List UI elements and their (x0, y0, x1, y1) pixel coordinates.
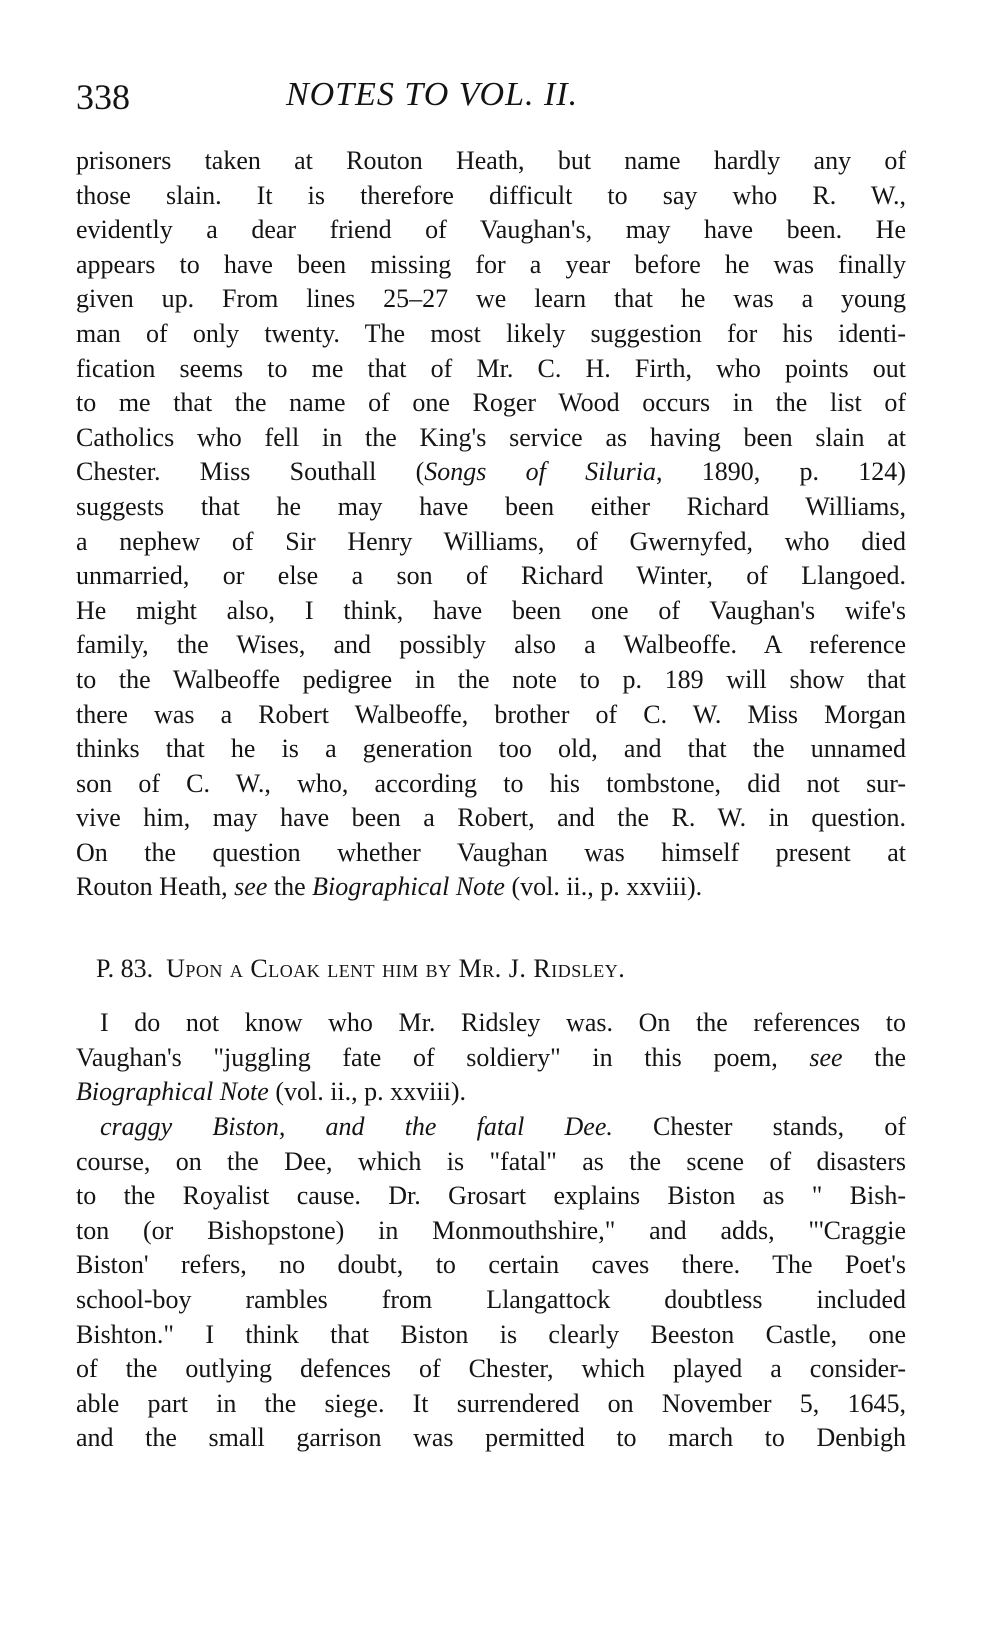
text-run: the (267, 872, 313, 902)
text-line: and the small garrison was permitted to march to Denbigh (76, 1423, 906, 1453)
text-run: Routon Heath, (76, 872, 235, 902)
text-line: those slain. It is therefore difficult to say who R. W., (76, 180, 906, 210)
text-run: (vol. ii., p. xxviii). (268, 1077, 466, 1107)
text-line (76, 1041, 906, 1076)
section-heading (96, 952, 906, 986)
page-header (76, 76, 906, 126)
biographical-note-ref: Biographical Note (76, 1077, 269, 1107)
text-line: there was a Robert Walbeoffe, brother of C. W. Miss Morgan (76, 699, 906, 729)
text-line: son of C. W., who, according to his tombstone, did not sur- (76, 768, 906, 798)
text-line: prisoners taken at Routon Heath, but name hardly any of (76, 146, 906, 175)
text-line: fication seems to me that of Mr. C. H. Firth, who points out (76, 353, 906, 383)
biographical-note-ref: Biographical Note (312, 872, 505, 902)
running-head: NOTES TO VOL. II. (286, 76, 579, 113)
text-run: Chester. Miss Southall ( (76, 457, 425, 487)
text-line: given up. From lines 25–27 we learn that he was a young (76, 284, 906, 314)
book-title: Songs of Siluria (424, 457, 656, 487)
text-line: I do not know who Mr. Ridsley was. On the references to (100, 1008, 906, 1037)
text-line: to the Royalist cause. Dr. Grosart explains Biston as " Bish- (76, 1181, 906, 1211)
text-line: Catholics who fell in the King's service as having been slain at (76, 422, 906, 452)
text-line: vive him, may have been a Robert, and the R. W. in question. (76, 803, 906, 833)
text-run: Chester stands, of (612, 1112, 906, 1141)
text-line: Biston' refers, no doubt, to certain caves there. The Poet's (76, 1250, 906, 1280)
text-line: able part in the siege. It surrendered on November 5, 1645, (76, 1388, 906, 1418)
text-line (76, 870, 906, 905)
heading-title: Upon a Cloak lent him by Mr. J. Ridsley. (166, 954, 626, 983)
text-line: evidently a dear friend of Vaughan's, may have been. He (76, 215, 906, 245)
text-line (76, 1075, 906, 1110)
text-line: Bishton." I think that Biston is clearly Beeston Castle, one (76, 1319, 906, 1349)
text-line: course, on the Dee, which is "fatal" as the scene of disasters (76, 1146, 906, 1176)
text-line: a nephew of Sir Henry Williams, of Gwernyfed, who died (76, 526, 906, 556)
text-run: , 1890, p. 124) (655, 457, 906, 487)
see-ref: see (809, 1042, 843, 1072)
paragraph-biston (76, 1110, 906, 1456)
text-line: unmarried, or else a son of Richard Winter, of Llangoed. (76, 561, 906, 591)
text-run: Vaughan's "juggling fate of soldiery" in this poem, (76, 1042, 810, 1072)
quoted-phrase: craggy Biston, and the fatal Dee. (100, 1112, 613, 1141)
text-line: to me that the name of one Roger Wood occurs in the list of (76, 388, 906, 418)
text-line (76, 455, 906, 490)
page-number: 338 (76, 77, 130, 117)
paragraph-ridsley (76, 1006, 906, 1110)
text-line: of the outlying defences of Chester, which played a consider- (76, 1354, 906, 1384)
text-run: (vol. ii., p. xxviii). (504, 872, 703, 902)
text-line: man of only twenty. The most likely suggestion for his identi- (76, 318, 906, 348)
text-line: appears to have been missing for a year before he was finally (76, 249, 906, 279)
text-line: suggests that he may have been either Richard Williams, (76, 491, 906, 521)
paragraph-routon-heath (76, 144, 906, 905)
text-line: thinks that he is a generation too old, and that the unnamed (76, 734, 906, 764)
text-line: family, the Wises, and possibly also a Walbeoffe. A reference (76, 630, 906, 660)
text-line: On the question whether Vaughan was himself present at (76, 837, 906, 867)
text-line: to the Walbeoffe pedigree in the note to p. 189 will show that (76, 664, 906, 694)
see-ref: see (234, 872, 268, 902)
text-line: school-boy rambles from Llangattock doubtless included (76, 1284, 906, 1314)
text-line: He might also, I think, have been one of Vaughan's wife's (76, 595, 906, 625)
text-line: ton (or Bishopstone) in Monmouthshire," and adds, "'Craggie (76, 1215, 906, 1245)
heading-page-ref: P. 83. (96, 954, 154, 983)
text-line (76, 1110, 906, 1145)
text-run: the (842, 1042, 906, 1072)
